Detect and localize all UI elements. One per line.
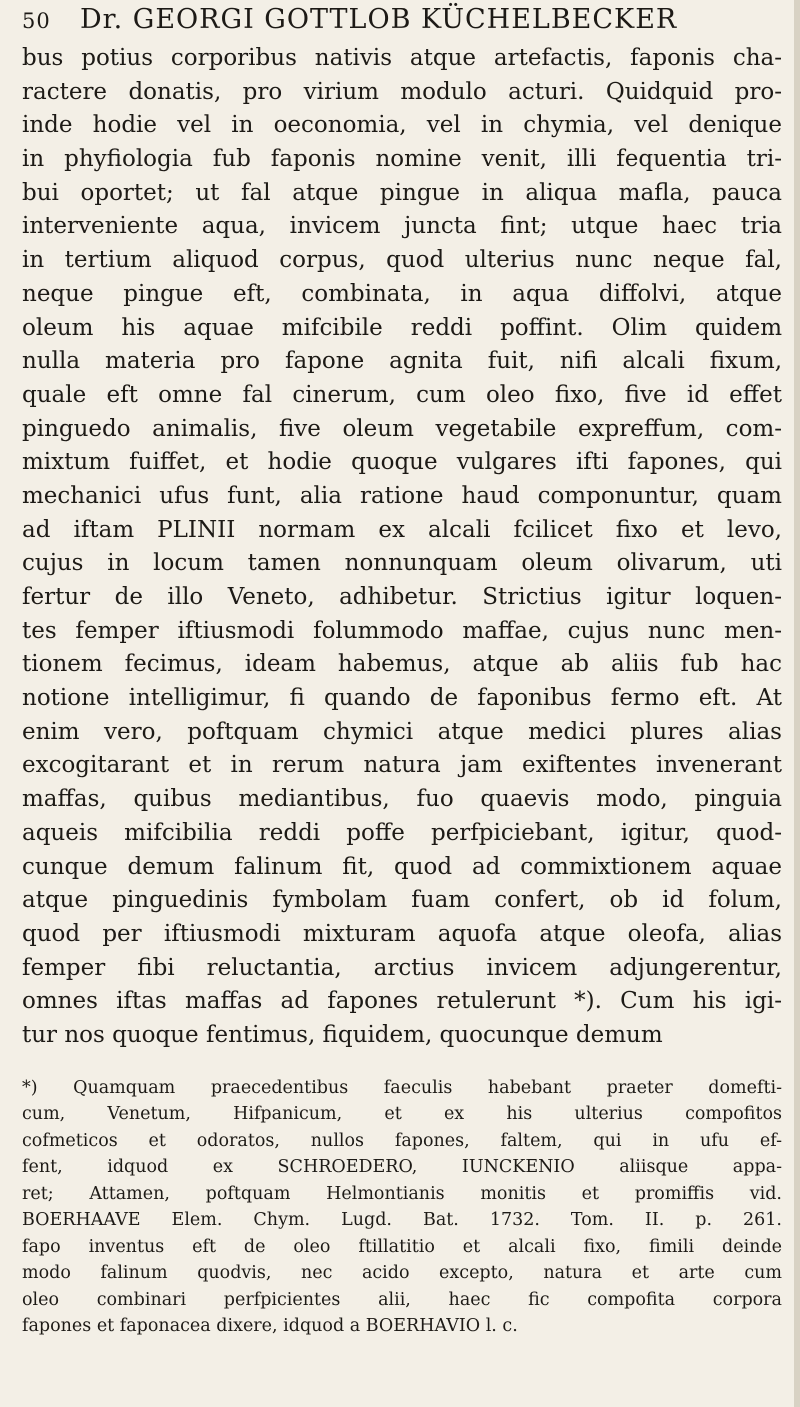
- text-line: ad iftam PLINII normam ex alcali fcilicet fixo et levo,: [22, 516, 782, 543]
- text-line: enim vero, poftquam chymici atque medici plures alias: [22, 718, 782, 745]
- footnote-line: cofmeticos et odoratos, nullos fapones, faltem, qui in ufu ef-: [22, 1130, 782, 1151]
- text-line: in phyfiologia fub faponis nomine venit, illi fequentia tri-: [22, 146, 782, 173]
- text-line: pinguedo animalis, five oleum vegetabile expreffum, com-: [22, 415, 782, 442]
- footnote-line: fapo inventus eft de oleo ftillatitio et alcali fixo, fimili deinde: [22, 1236, 782, 1257]
- text-line: tur nos quoque fentimus, fiquidem, quocunque demum: [22, 1021, 663, 1048]
- footnote-line: cum, Venetum, Hifpanicum, et ex his ulterius compofitos: [22, 1104, 782, 1125]
- page-header: [22, 4, 782, 38]
- text-line: omnes iftas maffas ad fapones retulerunt *). Cum his igi-: [22, 988, 782, 1015]
- main-text: [22, 42, 782, 1053]
- text-line: bui oportet; ut fal atque pingue in aliqua mafla, pauca: [22, 179, 782, 206]
- footnote-line: *) Quamquam praecedentibus faeculis habebant praeter domefti-: [22, 1077, 782, 1098]
- text-line: tes femper iftiusmodi folummodo maffae, cujus nunc men-: [22, 617, 782, 644]
- text-line: femper fibi reluctantia, arctius invicem adjungerentur,: [22, 954, 782, 981]
- text-line: inde hodie vel in oeconomia, vel in chymia, vel denique: [22, 112, 782, 139]
- text-line: nulla materia pro fapone agnita fuit, nifi alcali fixum,: [22, 348, 782, 375]
- text-line: maffas, quibus mediantibus, fuo quaevis modo, pinguia: [22, 786, 782, 813]
- footnote-line: oleo combinari perfpicientes alii, haec fic compofita corpora: [22, 1289, 782, 1310]
- text-line: cujus in locum tamen nonnunquam oleum olivarum, uti: [22, 550, 782, 577]
- text-line: atque pinguedinis fymbolam fuam confert, ob id folum,: [22, 887, 782, 914]
- running-head: Dr. GEORGI GOTTLOB KÜCHELBECKER: [80, 4, 678, 35]
- footnote-line: fapones et faponacea dixere, idquod a BOERHAVIO l. c.: [22, 1316, 518, 1337]
- text-line: mixtum fuiffet, et hodie quoque vulgares ifti fapones, qui: [22, 449, 782, 476]
- text-line: in tertium aliquod corpus, quod ulterius nunc neque fal,: [22, 247, 782, 274]
- text-line: quod per iftiusmodi mixturam aquofa atque oleofa, alias: [22, 920, 782, 947]
- text-line: oleum his aquae mifcibile reddi poffint. Olim quidem: [22, 314, 782, 341]
- text-line: cunque demum falinum fit, quod ad commixtionem aquae: [22, 853, 782, 880]
- footnote-line: modo falinum quodvis, nec acido excepto, natura et arte cum: [22, 1263, 782, 1284]
- text-line: neque pingue eft, combinata, in aqua diffolvi, atque: [22, 280, 782, 307]
- text-line: quale eft omne fal cinerum, cum oleo fixo, five id effet: [22, 381, 782, 408]
- text-line: excogitarant et in rerum natura jam exiftentes invenerant: [22, 752, 782, 779]
- text-line: mechanici ufus funt, alia ratione haud componuntur, quam: [22, 482, 782, 509]
- footnote-block: [22, 1075, 782, 1340]
- text-line: fertur de illo Veneto, adhibetur. Strictius igitur loquen-: [22, 584, 782, 610]
- text-line: notione intelligimur, fi quando de faponibus fermo eft. At: [22, 685, 782, 712]
- text-line: bus potius corporibus nativis atque artefactis, faponis cha-: [22, 45, 782, 71]
- page-edge-shadow: [794, 0, 800, 1407]
- text-line: aqueis mifcibilia reddi poffe perfpiciebant, igitur, quod-: [22, 819, 782, 846]
- text-line: tionem fecimus, ideam habemus, atque ab aliis fub hac: [22, 651, 782, 678]
- footnote-line: fent, idquod ex SCHROEDERO, IUNCKENIO aliisque appa-: [22, 1157, 782, 1178]
- text-line: interveniente aqua, invicem juncta fint; utque haec tria: [22, 213, 782, 240]
- footnote-line: ret; Attamen, poftquam Helmontianis monitis et promiffis vid.: [22, 1183, 782, 1204]
- text-line: ractere donatis, pro virium modulo acturi. Quidquid pro-: [22, 78, 782, 105]
- page-number: 50: [22, 9, 51, 33]
- footnote-line: BOERHAAVE Elem. Chym. Lugd. Bat. 1732. Tom. II. p. 261.: [22, 1210, 782, 1231]
